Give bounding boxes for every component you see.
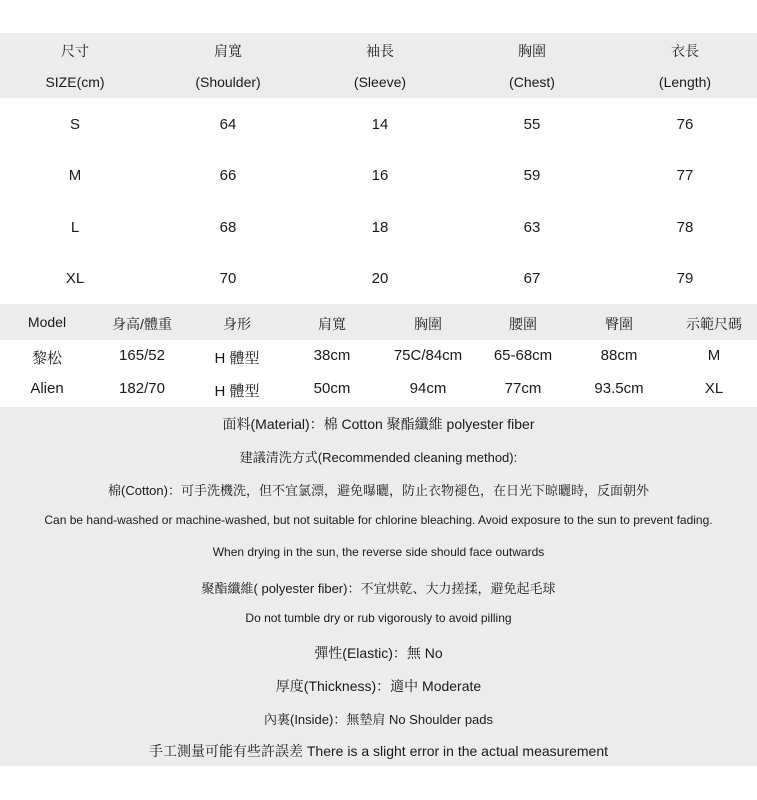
col-sample-size: 示範尺碼 <box>686 316 742 332</box>
size-row-l <box>0 219 757 239</box>
cleaning-method-heading: 建議清洗方式(Recommended cleaning method): <box>239 450 518 465</box>
polyester-care-zh: 聚酯纖維( polyester fiber)：不宜烘乾、大力搓揉，避免起毛球 <box>201 581 556 596</box>
size-label: S <box>69 116 81 133</box>
size-row-m <box>0 167 757 187</box>
model-row-alien <box>0 380 757 400</box>
sample-size-value: XL <box>704 380 724 397</box>
col-height-weight: 身高/體重 <box>112 316 172 332</box>
col-waist: 腰圍 <box>509 316 537 332</box>
length-value: 77 <box>676 167 694 184</box>
col-sleeve-zh: 袖長 <box>366 43 394 59</box>
inside-line: 內裏(Inside)：無墊肩 No Shoulder pads <box>263 712 494 727</box>
col-size-zh: 尺寸 <box>61 43 89 59</box>
body-shape-value: H 體型 <box>214 383 260 400</box>
size-row-xl <box>0 270 757 290</box>
shoulder-value: 50cm <box>313 380 351 397</box>
sleeve-value: 20 <box>371 270 389 287</box>
height-weight-value: 182/70 <box>119 380 165 397</box>
shoulder-value: 66 <box>219 167 237 184</box>
waist-value: 77cm <box>504 380 542 397</box>
col-model: Model <box>27 314 67 330</box>
length-value: 79 <box>676 270 694 287</box>
thickness-line: 厚度(Thickness)：適中 Moderate <box>275 678 482 694</box>
cotton-care-zh: 棉(Cotton)：可手洗機洗，但不宜氯漂，避免曝曬，防止衣物褪色，在日光下晾曬時，反面朝外 <box>108 483 649 498</box>
material-line: 面料(Material)：棉 Cotton 聚酯纖維 polyester fiber <box>222 416 535 432</box>
chest-value: 94cm <box>409 380 447 397</box>
size-label: XL <box>65 270 85 287</box>
size-row-s <box>0 116 757 136</box>
col-chest-en: (Chest) <box>509 74 555 90</box>
shoulder-value: 68 <box>219 219 237 236</box>
sleeve-value: 18 <box>371 219 389 236</box>
col-shoulder-en: (Shoulder) <box>195 74 261 90</box>
elastic-line: 彈性(Elastic)：無 No <box>314 645 443 661</box>
chest-value: 75C/84cm <box>393 347 463 364</box>
size-label: M <box>68 167 82 184</box>
col-hips: 臀圍 <box>605 316 633 332</box>
size-label: L <box>70 219 80 236</box>
chest-value: 59 <box>523 167 541 184</box>
col-shoulder-zh: 肩寬 <box>214 43 242 59</box>
col-chest: 胸圍 <box>414 316 442 332</box>
height-weight-value: 165/52 <box>119 347 165 364</box>
sleeve-value: 16 <box>371 167 389 184</box>
size-table-header <box>0 33 757 98</box>
shoulder-value: 64 <box>219 116 237 133</box>
chest-value: 55 <box>523 116 541 133</box>
col-shoulder: 肩寬 <box>318 316 346 332</box>
col-length-zh: 衣長 <box>671 43 699 59</box>
model-row-lisong <box>0 347 757 367</box>
chest-value: 67 <box>523 270 541 287</box>
hips-value: 93.5cm <box>594 380 644 397</box>
body-shape-value: H 體型 <box>214 350 260 367</box>
length-value: 76 <box>676 116 694 133</box>
cotton-care-en: Can be hand-washed or machine-washed, but not suitable for chlorine bleaching. Avoid exposure to the sun to prevent fading. <box>44 513 713 527</box>
chest-value: 63 <box>523 219 541 236</box>
waist-value: 65-68cm <box>493 347 553 364</box>
col-length-en: (Length) <box>658 74 712 90</box>
shoulder-value: 70 <box>219 270 237 287</box>
model-name: Alien <box>30 380 64 397</box>
care-instructions <box>0 407 757 766</box>
polyester-care-en: Do not tumble dry or rub vigorously to avoid pilling <box>245 611 512 625</box>
hips-value: 88cm <box>600 347 638 364</box>
col-body-shape: 身形 <box>223 316 251 332</box>
sleeve-value: 14 <box>371 116 389 133</box>
sample-size-value: M <box>707 347 721 364</box>
drying-note: When drying in the sun, the reverse side should face outwards <box>212 545 545 559</box>
measurement-note: 手工測量可能有些許誤差 There is a slight error in the actual measurement <box>148 743 609 759</box>
shoulder-value: 38cm <box>313 347 351 364</box>
model-table-header <box>0 304 757 340</box>
model-name: 黎松 <box>31 350 63 367</box>
length-value: 78 <box>676 219 694 236</box>
col-chest-zh: 胸圍 <box>518 43 546 59</box>
col-size-en: SIZE(cm) <box>45 74 105 90</box>
col-sleeve-en: (Sleeve) <box>353 74 407 90</box>
